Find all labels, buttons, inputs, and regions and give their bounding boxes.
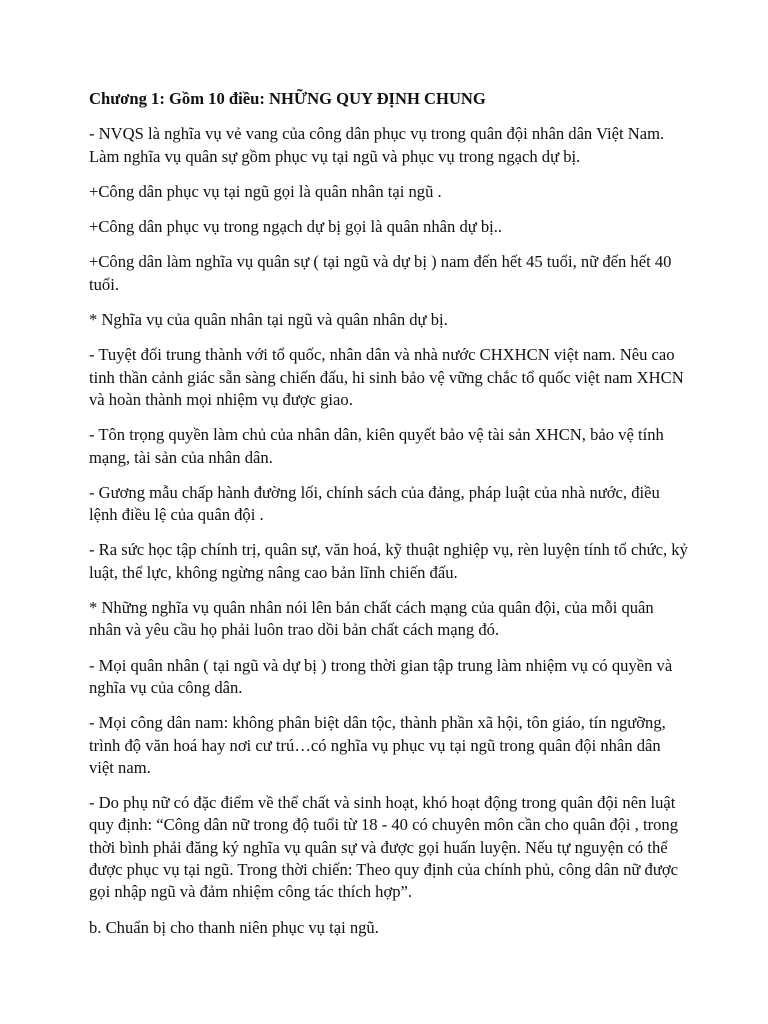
paragraph-exemplary: - Gương mẫu chấp hành đường lối, chính sách của đảng, pháp luật của nhà nước, điều lệnh điều lệ của quân đội . [89,482,660,525]
paragraph-citizen-rights: - Mọi quân nhân ( tại ngũ và dự bị ) trong thời gian tập trung làm nhiệm vụ có quyền và nghĩa vụ của công dân. [89,655,673,697]
chapter-heading: Chương 1: Gồm 10 điều: NHỮNG QUY ĐỊNH CHUNG [89,89,486,108]
paragraph-age-limits: +Công dân làm nghĩa vụ quân sự ( tại ngũ và dự bị ) nam đến hết 45 tuổi, nữ đến hết 40 tuổi. [89,252,672,294]
document-page [89,88,689,952]
paragraph-loyalty: - Tuyệt đối trung thành với tổ quốc, nhân dân và nhà nước CHXHCN việt nam. Nêu cao tinh thần cảnh giác sẵn sàng chiến đấu, hi sinh bảo vệ vững chắc tổ quốc việt nam XHCN và hoàn thành mọi nhiệm vụ được giao. [89,345,684,409]
paragraph-reserve: +Công dân phục vụ trong ngạch dự bị gọi là quân nhân dự bị.. [89,217,503,237]
paragraph-section-b: b. Chuẩn bị cho thanh niên phục vụ tại ngũ. [89,917,379,937]
paragraph-female-citizens: - Do phụ nữ có đặc điểm về thể chất và sinh hoạt, khó hoạt động trong quân đội nên luật quy định: “Công dân nữ trong độ tuổi từ 18 - 40 có chuyên môn cần cho quân đội , trong thời bình phải đăng ký nghĩa vụ quân sự và được gọi huấn luyện. Nếu tự nguyện có thể được phục vụ tại ngũ. Trong thời chiến: Theo quy định của chính phủ, công dân nữ được gọi nhập ngũ và đảm nhiệm công tác thích hợp”. [89,793,678,902]
paragraph-nvqs-definition: - NVQS là nghĩa vụ vẻ vang của công dân phục vụ trong quân đội nhân dân Việt Nam. Làm nghĩa vụ quân sự gồm phục vụ tại ngũ và phục vụ trong ngạch dự bị. [89,124,665,166]
paragraph-active-duty: +Công dân phục vụ tại ngũ gọi là quân nhân tại ngũ . [89,181,442,201]
paragraph-male-citizens: - Mọi công dân nam: không phân biệt dân tộc, thành phần xã hội, tôn giáo, tín ngưỡng, trình độ văn hoá hay nơi cư trú…có nghĩa vụ phục vụ tại ngũ trong quân đội nhân dân việt nam. [89,713,666,777]
paragraph-study: - Ra sức học tập chính trị, quân sự, văn hoá, kỹ thuật nghiệp vụ, rèn luyện tính tổ chức, kỷ luật, thể lực, không ngừng nâng cao bản lĩnh chiến đấu. [89,540,688,582]
paragraph-duties-title: * Nghĩa vụ của quân nhân tại ngũ và quân nhân dự bị. [89,310,448,330]
paragraph-revolutionary-nature: * Những nghĩa vụ quân nhân nói lên bản chất cách mạng của quân đội, của mỗi quân nhân và yêu cầu họ phải luôn trao dồi bản chất cách mạng đó. [89,598,654,640]
paragraph-respect-people: - Tôn trọng quyền làm chủ của nhân dân, kiên quyết bảo vệ tài sản XHCN, bảo vệ tính mạng, tài sản của nhân dân. [89,425,664,467]
